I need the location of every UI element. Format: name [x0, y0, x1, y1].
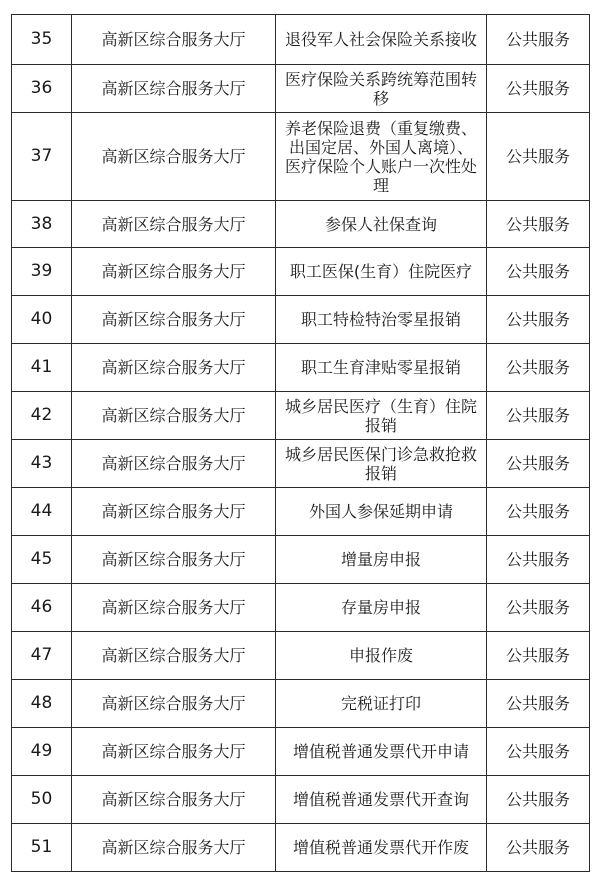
table-row: [12, 392, 590, 440]
row-number: 38: [12, 201, 72, 248]
table-row: [12, 344, 590, 392]
table-row: [12, 201, 590, 248]
service-category: 公共服务: [487, 776, 590, 824]
row-number: 39: [12, 248, 72, 296]
service-hall: 高新区综合服务大厅: [72, 824, 276, 872]
table-row: [12, 248, 590, 296]
row-number: 41: [12, 344, 72, 392]
table-row: [12, 296, 590, 344]
service-category: 公共服务: [487, 113, 590, 201]
service-item: 职工医保(生育）住院医疗: [276, 248, 487, 296]
service-item: 完税证打印: [276, 680, 487, 728]
row-number: 37: [12, 113, 72, 201]
service-item: 养老保险退费（重复缴费、出国定居、外国人离境）、医疗保险个人账户一次性处理: [276, 113, 487, 201]
service-category: 公共服务: [487, 15, 590, 65]
service-category: 公共服务: [487, 248, 590, 296]
row-number: 42: [12, 392, 72, 440]
service-hall: 高新区综合服务大厅: [72, 248, 276, 296]
service-category: 公共服务: [487, 344, 590, 392]
table-row: [12, 536, 590, 584]
service-hall: 高新区综合服务大厅: [72, 296, 276, 344]
row-number: 36: [12, 65, 72, 113]
service-hall: 高新区综合服务大厅: [72, 440, 276, 488]
service-item: 增值税普通发票代开查询: [276, 776, 487, 824]
row-number: 46: [12, 584, 72, 632]
row-number: 48: [12, 680, 72, 728]
row-number: 51: [12, 824, 72, 872]
service-hall: 高新区综合服务大厅: [72, 776, 276, 824]
service-category: 公共服务: [487, 680, 590, 728]
service-category: 公共服务: [487, 440, 590, 488]
service-category: 公共服务: [487, 392, 590, 440]
table-row: [12, 113, 590, 201]
row-number: 50: [12, 776, 72, 824]
service-table: [11, 14, 590, 872]
service-item: 外国人参保延期申请: [276, 488, 487, 536]
service-item: 城乡居民医保门诊急救抢救报销: [276, 440, 487, 488]
service-item: 增量房申报: [276, 536, 487, 584]
service-item: 退役军人社会保险关系接收: [276, 15, 487, 65]
service-category: 公共服务: [487, 488, 590, 536]
service-hall: 高新区综合服务大厅: [72, 488, 276, 536]
table-row: [12, 776, 590, 824]
service-category: 公共服务: [487, 65, 590, 113]
service-item: 参保人社保查询: [276, 201, 487, 248]
table-row: [12, 728, 590, 776]
service-item: 医疗保险关系跨统筹范围转移: [276, 65, 487, 113]
service-hall: 高新区综合服务大厅: [72, 728, 276, 776]
service-hall: 高新区综合服务大厅: [72, 536, 276, 584]
service-category: 公共服务: [487, 584, 590, 632]
service-category: 公共服务: [487, 824, 590, 872]
table-row: [12, 632, 590, 680]
table-row: [12, 488, 590, 536]
service-item: 增值税普通发票代开作废: [276, 824, 487, 872]
service-hall: 高新区综合服务大厅: [72, 584, 276, 632]
service-hall: 高新区综合服务大厅: [72, 392, 276, 440]
service-category: 公共服务: [487, 201, 590, 248]
service-hall: 高新区综合服务大厅: [72, 201, 276, 248]
service-item: 职工生育津贴零星报销: [276, 344, 487, 392]
table-row: [12, 440, 590, 488]
row-number: 40: [12, 296, 72, 344]
service-hall: 高新区综合服务大厅: [72, 632, 276, 680]
service-category: 公共服务: [487, 536, 590, 584]
row-number: 49: [12, 728, 72, 776]
service-hall: 高新区综合服务大厅: [72, 113, 276, 201]
table-row: [12, 680, 590, 728]
table-row: [12, 824, 590, 872]
service-hall: 高新区综合服务大厅: [72, 15, 276, 65]
service-category: 公共服务: [487, 632, 590, 680]
table-row: [12, 584, 590, 632]
row-number: 43: [12, 440, 72, 488]
row-number: 35: [12, 15, 72, 65]
service-hall: 高新区综合服务大厅: [72, 680, 276, 728]
service-item: 存量房申报: [276, 584, 487, 632]
service-item: 申报作废: [276, 632, 487, 680]
row-number: 47: [12, 632, 72, 680]
service-hall: 高新区综合服务大厅: [72, 344, 276, 392]
service-category: 公共服务: [487, 728, 590, 776]
service-item: 增值税普通发票代开申请: [276, 728, 487, 776]
service-category: 公共服务: [487, 296, 590, 344]
service-hall: 高新区综合服务大厅: [72, 65, 276, 113]
service-item: 职工特检特治零星报销: [276, 296, 487, 344]
row-number: 45: [12, 536, 72, 584]
service-item: 城乡居民医疗（生育）住院报销: [276, 392, 487, 440]
table-row: [12, 15, 590, 65]
table-body: [12, 15, 590, 872]
row-number: 44: [12, 488, 72, 536]
table-row: [12, 65, 590, 113]
